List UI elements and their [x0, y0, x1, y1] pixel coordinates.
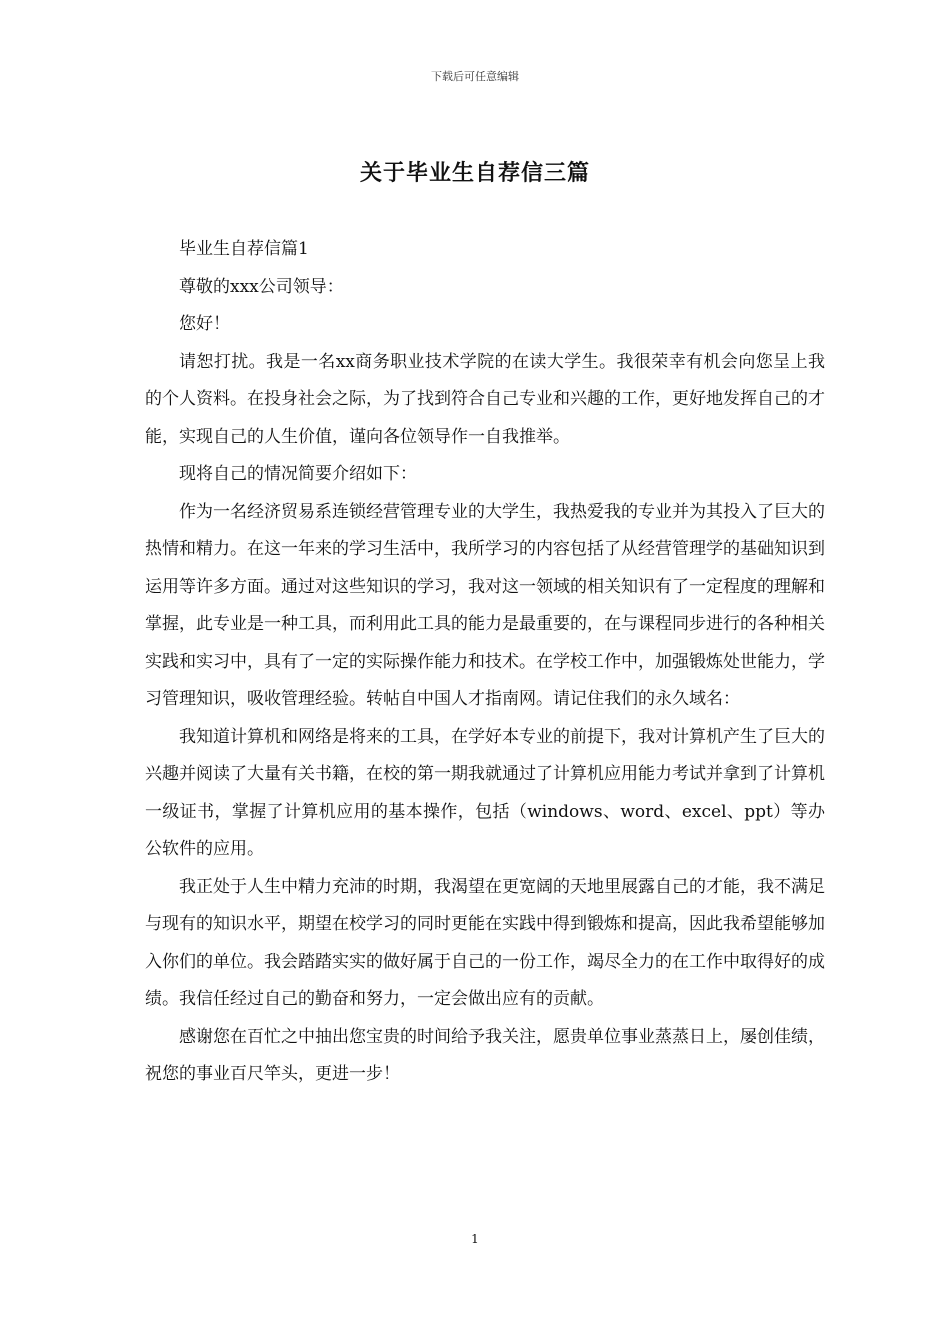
salutation: 尊敬的xxx公司领导：	[179, 276, 344, 297]
body-paragraph: 现将自己的情况简要介绍如下：	[179, 464, 417, 484]
body-paragraph: 我知道计算机和网络是将来的工具，在学好本专业的前提下，我对计算机产生了巨大的兴趣并阅读了大量有关书籍，在校的第一期我就通过了计算机应用能力考试并拿到了计算机一级证书，掌握了计算机应用的基本操作，包括（windows、word、excel、ppt）等办公软件的应用。	[145, 726, 825, 859]
greeting: 您好！	[179, 314, 230, 334]
page-number: 1	[471, 1232, 479, 1246]
document-title: 关于毕业生自荐信三篇	[359, 160, 590, 186]
body-paragraph: 请恕打扰。我是一名xx商务职业技术学院的在读大学生。我很荣幸有机会向您呈上我的个人资料。在投身社会之际，为了找到符合自己专业和兴趣的工作，更好地发挥自己的才能，实现自己的人生价值，谨向各位领导作一自我推举。	[145, 351, 825, 447]
document-body	[145, 231, 825, 1094]
body-paragraph: 作为一名经济贸易系连锁经营管理专业的大学生，我热爱我的专业并为其投入了巨大的热情和精力。在这一年来的学习生活中，我所学习的内容包括了从经营管理学的基础知识到运用等许多方面。通过对这些知识的学习，我对这一领域的相关知识有了一定程度的理解和掌握，此专业是一种工具，而利用此工具的能力是最重要的，在与课程同步进行的各种相关实践和实习中，具有了一定的实际操作能力和技术。在学校工作中，加强锻炼处世能力，学习管理知识，吸收管理经验。转帖自中国人才指南网。请记住我们的永久域名：	[145, 501, 825, 709]
header-note: 下载后可任意编辑	[431, 70, 519, 83]
section-heading: 毕业生自荐信篇1	[179, 239, 309, 259]
closing-paragraph: 感谢您在百忙之中抽出您宝贵的时间给予我关注，愿贵单位事业蒸蒸日上，屡创佳绩，祝您的事业百尺竿头，更进一步！	[145, 1026, 825, 1084]
body-paragraph: 我正处于人生中精力充沛的时期，我渴望在更宽阔的天地里展露自己的才能，我不满足与现有的知识水平，期望在校学习的同时更能在实践中得到锻炼和提高，因此我希望能够加入你们的单位。我会踏踏实实的做好属于自己的一份工作，竭尽全力的在工作中取得好的成绩。我信任经过自己的勤奋和努力，一定会做出应有的贡献。	[145, 876, 825, 1009]
